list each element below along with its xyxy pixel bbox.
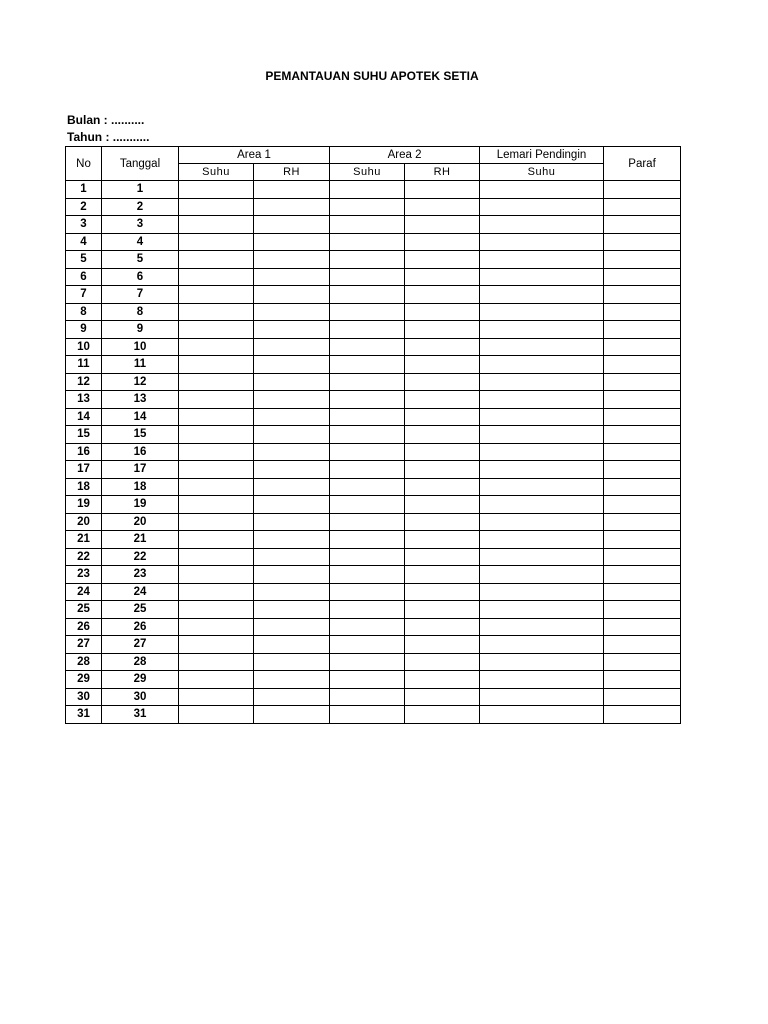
area-1-suhu-cell [179,496,254,514]
page-title: PEMANTAUAN SUHU APOTEK SETIA [265,69,479,83]
row-tanggal: 14 [102,408,179,426]
area-1-suhu-cell [179,531,254,549]
paraf-cell [604,408,681,426]
area-2-suhu-cell [330,496,405,514]
row-no: 23 [66,566,102,584]
area-2-rh-cell [405,198,480,216]
row-no: 3 [66,216,102,234]
paraf-cell [604,583,681,601]
paraf-cell [604,321,681,339]
row-no: 28 [66,653,102,671]
area-1-rh-cell [254,391,330,409]
row-tanggal: 29 [102,671,179,689]
area-1-suhu-cell [179,671,254,689]
area-1-rh-cell [254,303,330,321]
paraf-cell [604,601,681,619]
area-2-rh-cell [405,251,480,269]
area-1-rh-cell [254,356,330,374]
lemari-suhu-cell [480,251,604,269]
row-no: 5 [66,251,102,269]
area-2-rh-cell [405,478,480,496]
area-2-suhu-cell [330,478,405,496]
paraf-cell [604,303,681,321]
row-tanggal: 3 [102,216,179,234]
row-no: 2 [66,198,102,216]
area-2-rh-cell [405,321,480,339]
lemari-suhu-cell [480,618,604,636]
area-2-rh-cell [405,688,480,706]
lemari-suhu-cell [480,688,604,706]
row-no: 24 [66,583,102,601]
row-no: 31 [66,706,102,724]
row-tanggal: 19 [102,496,179,514]
area-1-suhu-cell [179,233,254,251]
table-row [66,496,681,514]
area-2-rh-cell [405,583,480,601]
table-row [66,233,681,251]
paraf-cell [604,268,681,286]
area-2-suhu-cell [330,653,405,671]
row-no: 27 [66,636,102,654]
area-1-rh-cell [254,706,330,724]
lemari-suhu-cell [480,268,604,286]
area-1-suhu-cell [179,513,254,531]
area-2-suhu-cell [330,321,405,339]
row-no: 6 [66,268,102,286]
paraf-cell [604,618,681,636]
paraf-cell [604,251,681,269]
row-no: 25 [66,601,102,619]
lemari-suhu-cell [480,636,604,654]
area-2-rh-cell [405,618,480,636]
area-1-rh-cell [254,233,330,251]
table-row [66,653,681,671]
row-tanggal: 11 [102,356,179,374]
paraf-cell [604,373,681,391]
lemari-suhu-cell [480,356,604,374]
paraf-cell [604,566,681,584]
row-tanggal: 31 [102,706,179,724]
table-row [66,373,681,391]
row-no: 22 [66,548,102,566]
area-1-rh-cell [254,566,330,584]
area-2-rh-cell [405,391,480,409]
area-1-rh-cell [254,496,330,514]
area-1-suhu-cell [179,356,254,374]
row-tanggal: 25 [102,601,179,619]
area-2-rh-cell [405,671,480,689]
area-2-suhu-cell [330,601,405,619]
header-area-2: Area 2 [330,147,480,164]
table-row [66,636,681,654]
row-tanggal: 24 [102,583,179,601]
area-2-rh-cell [405,531,480,549]
lemari-suhu-cell [480,531,604,549]
paraf-cell [604,426,681,444]
table-body [66,181,681,724]
lemari-suhu-cell [480,181,604,199]
area-1-suhu-cell [179,268,254,286]
area-1-suhu-cell [179,303,254,321]
area-1-rh-cell [254,618,330,636]
area-1-suhu-cell [179,443,254,461]
row-tanggal: 8 [102,303,179,321]
paraf-cell [604,478,681,496]
area-2-suhu-cell [330,338,405,356]
paraf-cell [604,531,681,549]
lemari-suhu-cell [480,566,604,584]
area-2-rh-cell [405,216,480,234]
header-area-2-suhu: Suhu [330,164,405,181]
row-tanggal: 12 [102,373,179,391]
area-1-rh-cell [254,653,330,671]
lemari-suhu-cell [480,233,604,251]
area-2-suhu-cell [330,286,405,304]
area-2-rh-cell [405,233,480,251]
area-1-rh-cell [254,198,330,216]
row-no: 10 [66,338,102,356]
area-2-rh-cell [405,496,480,514]
table-row [66,426,681,444]
row-no: 15 [66,426,102,444]
area-1-suhu-cell [179,216,254,234]
area-1-rh-cell [254,688,330,706]
table-row [66,566,681,584]
row-tanggal: 7 [102,286,179,304]
area-2-suhu-cell [330,391,405,409]
row-no: 16 [66,443,102,461]
row-tanggal: 1 [102,181,179,199]
area-2-rh-cell [405,426,480,444]
tahun-label: Tahun : ........... [67,130,150,144]
area-1-rh-cell [254,601,330,619]
area-1-suhu-cell [179,251,254,269]
area-1-suhu-cell [179,566,254,584]
area-2-rh-cell [405,286,480,304]
area-2-suhu-cell [330,618,405,636]
area-1-suhu-cell [179,478,254,496]
row-tanggal: 9 [102,321,179,339]
row-tanggal: 18 [102,478,179,496]
header-lemari-pendingin: Lemari Pendingin [480,147,604,164]
area-2-suhu-cell [330,531,405,549]
lemari-suhu-cell [480,426,604,444]
area-2-suhu-cell [330,251,405,269]
area-1-rh-cell [254,461,330,479]
row-no: 11 [66,356,102,374]
header-area-1-rh: RH [254,164,330,181]
table-row [66,548,681,566]
area-2-suhu-cell [330,513,405,531]
lemari-suhu-cell [480,303,604,321]
row-no: 12 [66,373,102,391]
row-no: 9 [66,321,102,339]
paraf-cell [604,706,681,724]
header-tanggal: Tanggal [102,147,179,181]
area-1-rh-cell [254,268,330,286]
area-2-suhu-cell [330,636,405,654]
area-1-suhu-cell [179,583,254,601]
area-1-rh-cell [254,636,330,654]
table-row [66,303,681,321]
table-row [66,618,681,636]
row-tanggal: 13 [102,391,179,409]
area-1-rh-cell [254,426,330,444]
area-2-rh-cell [405,268,480,286]
area-1-suhu-cell [179,706,254,724]
area-2-suhu-cell [330,583,405,601]
row-no: 8 [66,303,102,321]
table-row [66,513,681,531]
row-no: 14 [66,408,102,426]
row-tanggal: 4 [102,233,179,251]
area-2-suhu-cell [330,426,405,444]
paraf-cell [604,198,681,216]
header-area-2-rh: RH [405,164,480,181]
lemari-suhu-cell [480,513,604,531]
area-1-rh-cell [254,671,330,689]
area-1-rh-cell [254,548,330,566]
area-2-suhu-cell [330,181,405,199]
area-2-rh-cell [405,566,480,584]
area-1-suhu-cell [179,408,254,426]
row-no: 29 [66,671,102,689]
area-1-suhu-cell [179,373,254,391]
lemari-suhu-cell [480,653,604,671]
row-tanggal: 6 [102,268,179,286]
bulan-label: Bulan : .......... [67,113,145,127]
area-2-suhu-cell [330,671,405,689]
area-2-rh-cell [405,601,480,619]
row-tanggal: 30 [102,688,179,706]
table-row [66,531,681,549]
area-1-rh-cell [254,216,330,234]
area-2-suhu-cell [330,408,405,426]
area-2-rh-cell [405,408,480,426]
table-row [66,391,681,409]
row-tanggal: 16 [102,443,179,461]
paraf-cell [604,443,681,461]
area-2-suhu-cell [330,303,405,321]
lemari-suhu-cell [480,478,604,496]
table-row [66,478,681,496]
row-no: 26 [66,618,102,636]
area-2-suhu-cell [330,706,405,724]
row-tanggal: 15 [102,426,179,444]
area-2-suhu-cell [330,356,405,374]
area-2-suhu-cell [330,443,405,461]
paraf-cell [604,233,681,251]
row-tanggal: 23 [102,566,179,584]
area-2-rh-cell [405,356,480,374]
area-1-suhu-cell [179,286,254,304]
lemari-suhu-cell [480,706,604,724]
table-row [66,181,681,199]
row-no: 18 [66,478,102,496]
area-1-rh-cell [254,443,330,461]
area-1-suhu-cell [179,181,254,199]
header-no: No [66,147,102,181]
area-1-suhu-cell [179,618,254,636]
row-tanggal: 2 [102,198,179,216]
paraf-cell [604,181,681,199]
area-1-suhu-cell [179,653,254,671]
area-2-rh-cell [405,373,480,391]
area-2-suhu-cell [330,461,405,479]
area-2-rh-cell [405,653,480,671]
row-tanggal: 17 [102,461,179,479]
header-area-1: Area 1 [179,147,330,164]
area-2-rh-cell [405,548,480,566]
area-2-suhu-cell [330,198,405,216]
table-row [66,268,681,286]
area-2-suhu-cell [330,216,405,234]
paraf-cell [604,338,681,356]
area-1-rh-cell [254,513,330,531]
area-1-suhu-cell [179,461,254,479]
row-tanggal: 27 [102,636,179,654]
lemari-suhu-cell [480,408,604,426]
area-1-suhu-cell [179,601,254,619]
table-row [66,356,681,374]
area-1-rh-cell [254,286,330,304]
row-no: 13 [66,391,102,409]
header-row-top [66,147,681,164]
lemari-suhu-cell [480,391,604,409]
paraf-cell [604,653,681,671]
area-1-suhu-cell [179,636,254,654]
lemari-suhu-cell [480,373,604,391]
paraf-cell [604,461,681,479]
area-2-rh-cell [405,706,480,724]
row-no: 7 [66,286,102,304]
paraf-cell [604,286,681,304]
table-row [66,671,681,689]
area-2-suhu-cell [330,233,405,251]
area-1-rh-cell [254,181,330,199]
area-2-rh-cell [405,443,480,461]
table-row [66,321,681,339]
paraf-cell [604,391,681,409]
row-tanggal: 5 [102,251,179,269]
area-2-rh-cell [405,636,480,654]
row-tanggal: 20 [102,513,179,531]
area-1-suhu-cell [179,426,254,444]
row-no: 17 [66,461,102,479]
area-1-suhu-cell [179,688,254,706]
area-1-suhu-cell [179,198,254,216]
paraf-cell [604,636,681,654]
row-no: 30 [66,688,102,706]
lemari-suhu-cell [480,286,604,304]
row-no: 4 [66,233,102,251]
lemari-suhu-cell [480,198,604,216]
paraf-cell [604,356,681,374]
lemari-suhu-cell [480,321,604,339]
row-no: 21 [66,531,102,549]
area-1-suhu-cell [179,321,254,339]
area-1-rh-cell [254,338,330,356]
table-row [66,461,681,479]
area-2-suhu-cell [330,268,405,286]
area-2-suhu-cell [330,373,405,391]
header-paraf: Paraf [604,147,681,181]
area-2-rh-cell [405,338,480,356]
area-1-suhu-cell [179,548,254,566]
area-1-suhu-cell [179,338,254,356]
paraf-cell [604,548,681,566]
area-2-rh-cell [405,461,480,479]
lemari-suhu-cell [480,583,604,601]
table-row [66,706,681,724]
area-2-rh-cell [405,513,480,531]
area-1-rh-cell [254,478,330,496]
area-2-rh-cell [405,303,480,321]
header-area-1-suhu: Suhu [179,164,254,181]
lemari-suhu-cell [480,461,604,479]
table-row [66,408,681,426]
table-row [66,601,681,619]
paraf-cell [604,688,681,706]
area-1-rh-cell [254,408,330,426]
lemari-suhu-cell [480,671,604,689]
row-no: 20 [66,513,102,531]
area-1-rh-cell [254,531,330,549]
lemari-suhu-cell [480,338,604,356]
row-no: 1 [66,181,102,199]
row-tanggal: 21 [102,531,179,549]
area-1-rh-cell [254,373,330,391]
area-1-suhu-cell [179,391,254,409]
paraf-cell [604,671,681,689]
lemari-suhu-cell [480,443,604,461]
table-row [66,688,681,706]
area-1-rh-cell [254,321,330,339]
row-tanggal: 10 [102,338,179,356]
table-row [66,216,681,234]
temperature-log-table [65,146,681,724]
lemari-suhu-cell [480,601,604,619]
lemari-suhu-cell [480,496,604,514]
table-row [66,338,681,356]
table-row [66,286,681,304]
paraf-cell [604,216,681,234]
table-row [66,443,681,461]
area-1-rh-cell [254,583,330,601]
area-2-suhu-cell [330,566,405,584]
lemari-suhu-cell [480,548,604,566]
area-2-rh-cell [405,181,480,199]
lemari-suhu-cell [480,216,604,234]
area-1-rh-cell [254,251,330,269]
row-no: 19 [66,496,102,514]
paraf-cell [604,513,681,531]
header-lemari-suhu: Suhu [480,164,604,181]
area-2-suhu-cell [330,688,405,706]
table-row [66,583,681,601]
row-tanggal: 22 [102,548,179,566]
paraf-cell [604,496,681,514]
row-tanggal: 28 [102,653,179,671]
table-row [66,251,681,269]
area-2-suhu-cell [330,548,405,566]
table-row [66,198,681,216]
row-tanggal: 26 [102,618,179,636]
